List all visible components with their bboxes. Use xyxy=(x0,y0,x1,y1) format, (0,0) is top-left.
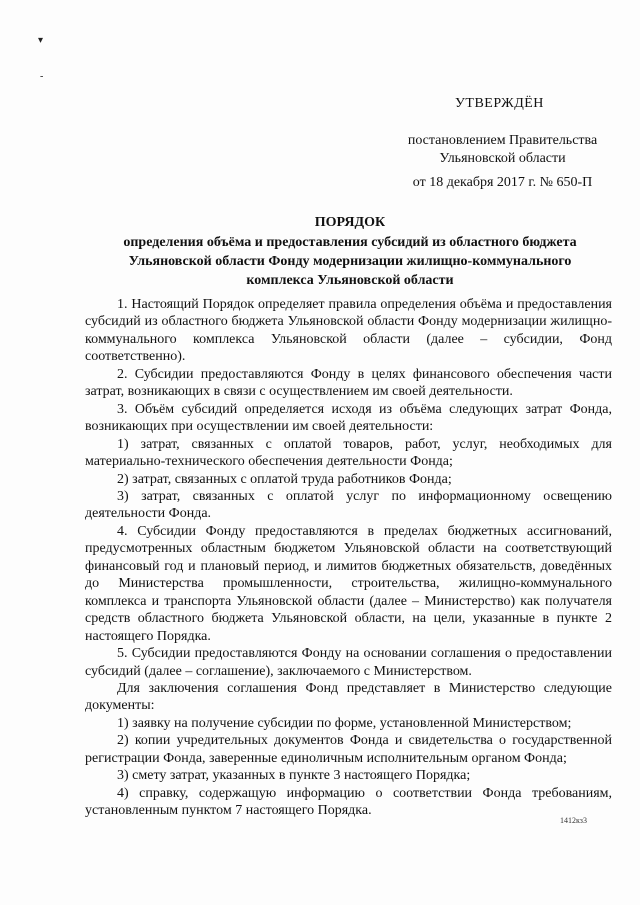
subtitle-line: определения объёма и предоставления субсидий из областного бюджета xyxy=(123,235,577,250)
footer-code: 1412кз3 xyxy=(560,816,587,825)
paragraph: 5. Субсидии предоставляются Фонду на основании соглашения о предоставлении субсидий (далее – соглашение), заключаемого с Министерством. xyxy=(85,646,612,679)
scan-mark-top: ▾ xyxy=(38,35,44,46)
paragraph: 3) смету затрат, указанных в пункте 3 настоящего Порядка; xyxy=(117,768,471,784)
paragraph: 2) затрат, связанных с оплатой труда работников Фонда; xyxy=(117,471,452,487)
paragraph: 2. Субсидии предоставляются Фонду в целях финансового обеспечения части затрат, возникающих в связи с осуществлением им своей деятельности. xyxy=(85,366,612,400)
paragraph: 4. Субсидии Фонду предоставляются в пределах бюджетных ассигнований, предусмотренных областным бюджетом Ульяновской области на соответствующий финансовый год и плановый период, и лимитов бюджетных обязательств, доведённых до Министерства промышленности, строительства, жилищно-коммунального комплекса и транспорта Ульяновской области (далее – Министерство) как получателя средств областного бюджета Ульяновской области, на цели, указанные в пункте 2 настоящего Порядка. xyxy=(85,523,612,644)
paragraph: 4) справку, содержащую информацию о соответствии Фонда требованиям, установленным пунктом 7 настоящего Порядка. xyxy=(85,785,612,819)
paragraph: 1) затрат, связанных с оплатой товаров, работ, услуг, необходимых для материально-технического обеспечения деятельности Фонда; xyxy=(85,436,612,470)
paragraph: 1) заявку на получение субсидии по форме, установленной Министерством; xyxy=(117,715,572,731)
approval-line-2: Ульяновской области xyxy=(439,151,566,166)
paragraph: 3. Объём субсидий определяется исходя из объёма следующих затрат Фонда, возникающих при осуществлении им своей деятельности: xyxy=(85,401,612,435)
approval-title: УТВЕРЖДЁН xyxy=(455,96,544,111)
subtitle-line: комплекса Ульяновской области xyxy=(246,273,454,288)
approval-line-1: постановлением Правительства xyxy=(407,133,598,148)
approval-line-3: от 18 декабря 2017 г. № 650-П xyxy=(412,175,593,190)
scan-mark-bottom: - xyxy=(40,71,44,82)
paragraph: Для заключения соглашения Фонд представляет в Министерство следующие документы: xyxy=(85,680,612,714)
paragraph: 3) затрат, связанных с оплатой услуг по информационному освещению деятельности Фонда. xyxy=(85,488,612,522)
document-title: ПОРЯДОК xyxy=(314,215,386,230)
paragraph: 2) копии учредительных документов Фонда и свидетельства о государственной регистрации Фонда, заверенные единоличным исполнительным органом Фонда; xyxy=(85,733,612,766)
document-body xyxy=(85,296,612,820)
subtitle-line: Ульяновской области Фонду модернизации жилищно-коммунального xyxy=(128,254,572,269)
paragraph: 1. Настоящий Порядок определяет правила определения объёма и предоставления субсидий из областного бюджета Ульяновской области Фонду модернизации жилищно-коммунального комплекса Ульяновской области (далее – субсидии, Фонд соответственно). xyxy=(85,297,612,365)
document-subtitle xyxy=(80,233,620,290)
